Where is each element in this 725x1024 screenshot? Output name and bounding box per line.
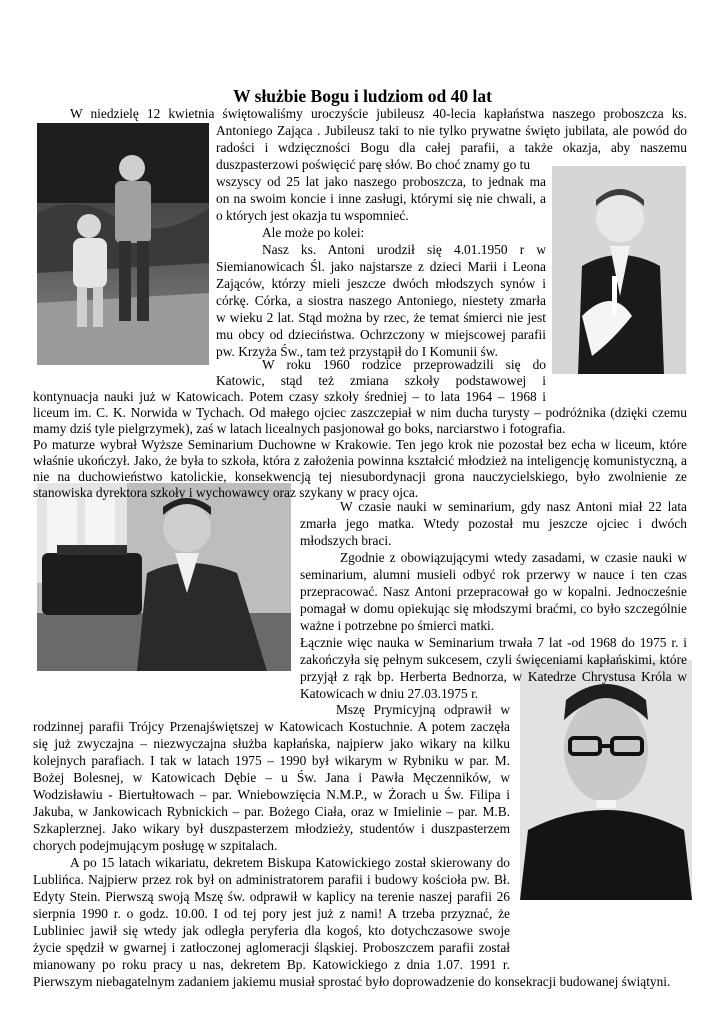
text-line: Edyty Stein. Pierwszą swoją Mszę św. odprawił w kaplicy na terenie naszej parafii 26 — [33, 889, 510, 904]
text-line: Lublińca. Najpierw przez rok był on administratorem parafii i budowy kościoła pw. Bł. — [33, 872, 510, 887]
text-line: mu obcy od dzieciństwa. Ochrzczony w miejscowej parafii — [216, 327, 546, 342]
text-line: pomagał w domu opiekując się młodszymi braćmi, co było szczególnie — [300, 601, 687, 616]
text-line: ważne i potrzebne po śmierci matki. — [300, 618, 495, 633]
text-line: kolejnych parafiach. I tak w latach 1975 – 1990 był wikarym w Rybniku w par. M. — [33, 753, 510, 768]
text-line: Antoniego Zająca . Jubileusz taki to nie tylko prywatne święto jubilata, ale powód do — [216, 123, 687, 138]
text-line: mamy dziś tyle pielgrzymek), zaś w latach licealnych pasjonował go boks, narciarstwo i fotografia. — [33, 421, 566, 436]
text-line: seminarium, alumni musieli odbyć rok przerwy w nauce i ten czas — [300, 567, 687, 582]
text-line: Bożej Bolesnej, w Katowicach Dębie – u Św. Jana i Pawła Męczenników, w — [33, 770, 510, 785]
text-line: Jakuba, w Jankowicach Rybnickich – par. Bożego Ciała, oraz w Imielinie – par. M.B. — [33, 804, 510, 819]
text-line: pw. Krzyża Św., tam też przystąpił do I Komunii św. — [216, 344, 498, 359]
text-line: A po 15 latach wikariatu, dekretem Biskupa Katowickiego został skierowany do — [70, 855, 510, 870]
priest-portrait-photo — [520, 660, 692, 900]
text-line: zmarła jego matka. Wtedy pozostał mu jeszcze ojciec i dwóch — [300, 516, 687, 531]
text-line: radości i wdzięczności Bogu dla całej parafii, a także okazja, aby naszemu — [216, 140, 687, 155]
text-line: Nasz ks. Antoni urodził się 4.01.1950 r w — [262, 242, 546, 257]
text-line: przyjął z rąk bp. Herberta Bednorza, w Katedrze Chrystusa Króla w — [300, 669, 687, 684]
text-line: właśnie ukończył. Jako, że była to szkoła, która z założenia powinna kształcić młodzież na inteligencję komunistyczną, a — [33, 453, 687, 468]
text-line: przepracować. Nasz Antoni przepracował go w kopalni. Jednocześnie — [300, 584, 687, 599]
text-line: nie na duchowieństwo katolickie, konsekwencją tej niesubordynacji grona nauczycielskiego, było zwolnienie ze — [33, 469, 687, 484]
text-line: W czasie nauki w seminarium, gdy nasz Antoni miał 22 lata — [340, 499, 687, 514]
text-line: Katowic, stąd też zmiana szkoły podstawowej i — [216, 373, 546, 388]
text-line: Siemianowicach Śl. jako najstarsze z dzieci Marii i Leona — [216, 259, 546, 274]
text-line: Szkaplerznej. Jako wikary był duszpasterzem młodzieży, studentów i duszpasterzem — [33, 821, 510, 836]
text-line: duszpasterzowi poświęcić parę słów. Bo choć znamy go tu — [216, 157, 531, 172]
text-line: sierpnia 1990 r. o godz. 10.00. I od tej pory jest już z nami! A trzeba przyznać, że — [33, 906, 510, 921]
text-line: młodszych braci. — [300, 533, 392, 548]
text-line: córkę. Córka, a siostra naszego Antoniego, niestety zmarła — [216, 293, 546, 308]
text-line: stanowiska dyrektora szkoły i wychowawcy oraz szykany w pracy ojca. — [33, 485, 419, 500]
text-line: Wodzisławiu - Biertułtowach – par. Wniebowzięcia N.M.P., w Żorach u Św. Filipa i — [33, 787, 510, 802]
text-line: o których jest okazja tu wspomnieć. — [216, 208, 409, 223]
text-line: mianowany po roku pracy u nas, dekretem Bp. Katowickiego z dnia 1.07. 1991 r. — [33, 957, 510, 972]
text-line: W niedzielę 12 kwietnia świętowaliśmy uroczyście jubileusz 40-lecia kapłaństwa naszego proboszcza ks. — [70, 106, 687, 121]
text-line: Lubliniec jawił się wtedy jak odległa peryferia dla kogoś, kto dotychczasowe swoje — [33, 923, 510, 938]
text-line: życie spędził w gwarnej i zatłoczonej aglomeracji śląskiej. Proboszczem parafii został — [33, 940, 510, 955]
text-line: Zająców, którzy mieli jeszcze dwóch młodszych synów i — [216, 276, 546, 291]
text-line: Po maturze wybrał Wyższe Seminarium Duchowne w Krakowie. Ten jego krok nie pozostał bez echa w liceum, które — [33, 437, 687, 452]
text-line: Katowicach w dniu 27.03.1975 r. — [300, 686, 479, 701]
text-line: W roku 1960 rodzice przeprowadzili się do — [262, 357, 546, 372]
text-line: Zgodnie z obowiązującymi wtedy zasadami, w czasie nauki w — [340, 550, 687, 565]
text-line: wszyscy od 25 lat jako naszego proboszcza, to jednak ma — [216, 174, 546, 189]
text-line: w wieku 2 lat. Stąd można by rzec, że temat śmierci nie jest — [216, 310, 546, 325]
text-line: on na swoim koncie i inne zasługi, którymi się nie chwali, a — [216, 191, 546, 206]
text-line: Mszę Prymicyjną odprawił w — [336, 702, 510, 717]
text-line: chorych podejmującym posługę w szpitalach. — [33, 838, 278, 853]
text-line: rodzinnej parafii Trójcy Przenajświętszej w Katowicach Kostuchnie. A potem zaczęła — [33, 719, 510, 734]
article-title: W służbie Bogu i ludziom od 40 lat — [233, 86, 492, 106]
text-line: Pierwszym niebagatelnym zadaniem jakiemu musiał sprostać było doprowadzenie do konsekracji budowanej świątyni. — [33, 974, 671, 989]
text-line: się już zwyczajna – niezwyczajna służba kapłańska, najpierw jako wikary na kilku — [33, 736, 510, 751]
text-line: zakończyła się pełnym sukcesem, czyli święceniami kapłańskimi, które — [300, 652, 687, 667]
text-line: kontynuacja nauki już w Katowicach. Potem czasy szkoły średniej – to lata 1964 – 1968 i — [33, 389, 546, 404]
typewriter-photo — [37, 483, 291, 671]
text-line: Ale może po kolei: — [262, 225, 365, 240]
first-communion-photo — [552, 166, 686, 374]
text-line: liceum im. C. K. Norwida w Tychach. Od małego ojciec zaszczepiał w nim ducha turysty – podróżnika (dzięki czemu — [33, 405, 687, 420]
text-line: Łącznie więc nauka w Seminarium trwała 7 lat -od 1968 do 1975 r. i — [300, 635, 687, 650]
children-photo — [37, 123, 209, 365]
